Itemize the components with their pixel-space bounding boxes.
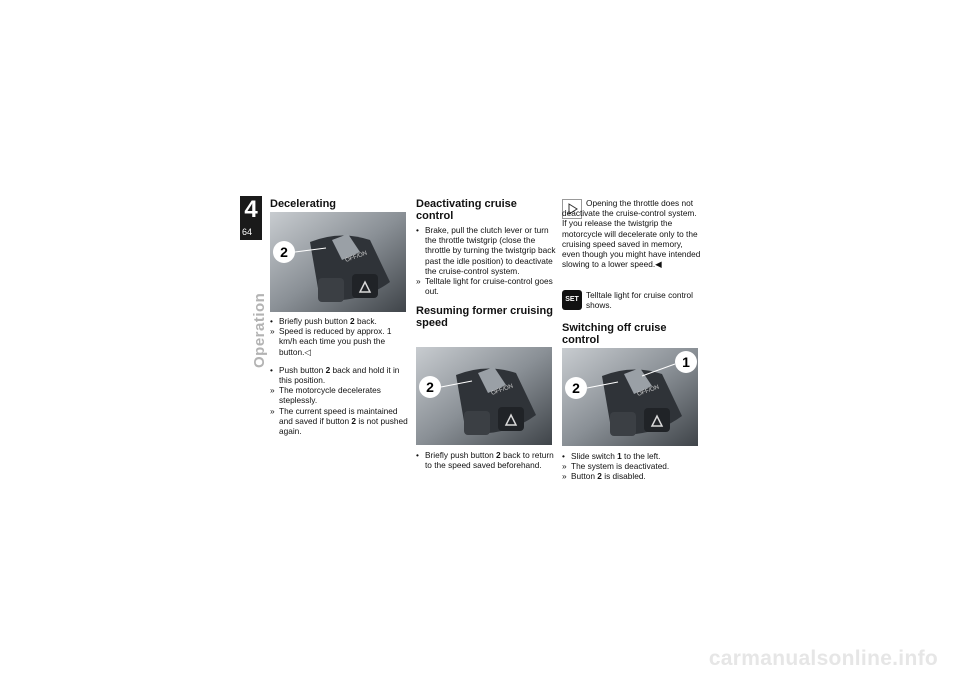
page-number: 64 bbox=[242, 227, 253, 237]
column-decelerating bbox=[270, 198, 410, 210]
handlebar-photo-1 bbox=[270, 212, 406, 312]
switch-text: OFF/ON bbox=[636, 384, 660, 398]
bullet-marker: • bbox=[416, 225, 419, 235]
heading-switching-off: Switching off cruise control bbox=[562, 322, 667, 346]
result-marker: » bbox=[270, 326, 275, 337]
heading-resuming: Resuming former cruising speed bbox=[416, 305, 553, 330]
resuming-steps bbox=[416, 450, 556, 470]
section-label: Operation bbox=[251, 292, 268, 368]
end-marker: ◀ bbox=[655, 259, 662, 270]
decelerating-steps bbox=[270, 316, 410, 436]
bullet-marker: • bbox=[562, 451, 565, 461]
result-marker: » bbox=[562, 461, 567, 472]
heading-decelerating: Decelerating bbox=[270, 198, 337, 210]
result-marker: » bbox=[416, 276, 421, 287]
note-text: Opening the throttle does not deactivate the cruise-control system. If you release the twistgrip the motorcycle will decelerate only to the cruising speed saved in memory, even though you might have intended slowing to a lower speed.◀ bbox=[562, 198, 701, 270]
step-item: • Slide switch 1 to the left. bbox=[562, 451, 661, 461]
photo-label-2: 2 bbox=[572, 380, 580, 396]
result-item: » The current speed is maintained and saved if button 2 is not pushed again. bbox=[270, 405, 408, 437]
result-marker: » bbox=[270, 385, 275, 396]
step-item: • Push button 2 back and hold it in this position. bbox=[270, 364, 400, 386]
column-note bbox=[562, 198, 702, 269]
photo-label-2: 2 bbox=[426, 379, 434, 395]
step-item: • Briefly push button 2 back. bbox=[270, 316, 377, 326]
chapter-number: 4 bbox=[244, 196, 258, 223]
result-item: » Button 2 is disabled. bbox=[562, 471, 646, 482]
switching-off-steps bbox=[562, 451, 702, 482]
switch-text: OFF/ON bbox=[344, 250, 368, 264]
handlebar-photo-3 bbox=[562, 348, 698, 446]
column-switching-off bbox=[562, 322, 702, 346]
bullet-marker: • bbox=[270, 364, 273, 375]
result-item: » Speed is reduced by approx. 1 km/h each time you push the button.◁ bbox=[270, 326, 392, 357]
result-item: » The system is deactivated. bbox=[562, 461, 670, 472]
result-item: » The motorcycle decelerates steplessly. bbox=[270, 385, 381, 406]
handlebar-photo-2 bbox=[416, 347, 552, 445]
watermark: carmanualsonline.info bbox=[708, 647, 938, 670]
heading-deactivating: Deactivating cruise control bbox=[416, 198, 517, 222]
photo-label-2: 2 bbox=[280, 244, 288, 260]
result-marker: » bbox=[270, 405, 275, 416]
result-item: » Telltale light for cruise-control goes out. bbox=[416, 276, 553, 297]
telltale-text: Telltale light for cruise control shows. bbox=[586, 290, 693, 311]
result-marker: » bbox=[562, 471, 567, 482]
switch-text: OFF/ON bbox=[490, 383, 514, 397]
bullet-marker: • bbox=[270, 316, 273, 326]
step-item: • Briefly push button 2 back to return to the speed saved beforehand. bbox=[416, 450, 554, 471]
photo-label-1: 1 bbox=[682, 354, 690, 370]
bullet-marker: • bbox=[416, 450, 419, 460]
set-telltale-icon: SET bbox=[562, 290, 582, 310]
column-deactivating bbox=[416, 198, 556, 329]
step-item: • Brake, pull the clutch lever or turn the throttle twistgrip (close the throttle by turning the twistgrip back past the idle position) to deactivate the cruise-control system. bbox=[416, 225, 556, 276]
end-marker: ◁ bbox=[304, 346, 311, 357]
